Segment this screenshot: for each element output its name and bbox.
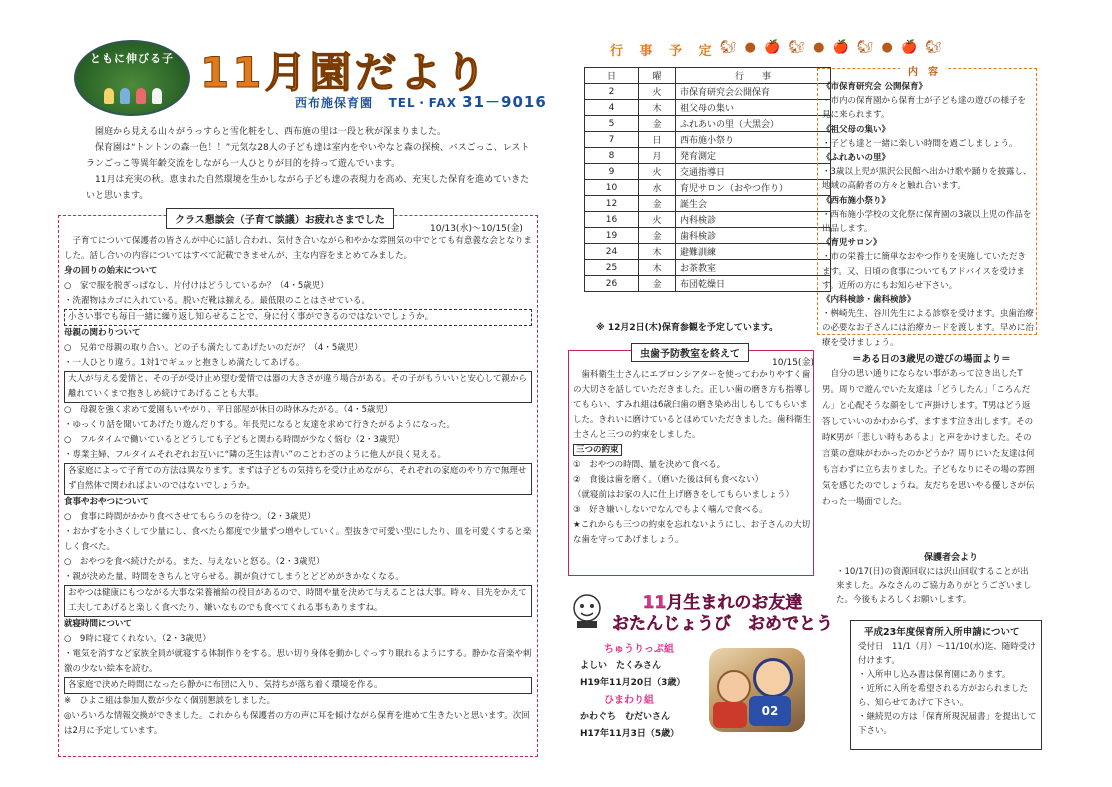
newsletter-title: 11月園だより — [200, 48, 490, 97]
comment-box: 各家庭によって子育ての方法は異なります。まずは子どもの気持ちを受け止めながら、それぞれの家庭のやり方で無理せず自然体で関わればよいのではないでしょうか。 — [64, 463, 532, 495]
note: ◎いろいろな情報交換ができました。これからも保護者の方の声に耳を傾けながら保育を進めて生きたいと思います。次回は2月に予定しています。 — [64, 711, 530, 736]
contents-text: ・西布施小学校の文化祭に保育園の3歳以上児の作品を出品します。 — [822, 209, 1032, 235]
schedule-weekday: 日 — [639, 132, 676, 148]
application-line: ・入所申し込み書は保育園にあります。 — [858, 670, 1011, 680]
schedule-weekday: 金 — [639, 116, 676, 132]
schedule-event: 市保育研究会公開保育 — [676, 84, 831, 100]
lead-text: 子育てについて保護者の皆さんが中心に話し合われ、気付き合いながら和やかな雰囲気の中でとても有意義な会となりました。話し合いの内容についてはすべて記載できませんが、主な内容をまとめてみました。 — [64, 236, 532, 261]
play-scene-title: ＝ある日の3歳児の遊びの場面より＝ — [852, 354, 1011, 365]
schedule-title: 行 事 予 定 — [610, 44, 718, 59]
dental-class-body — [573, 368, 811, 548]
heading: 母親の関わりついて — [64, 328, 141, 338]
application-line: ・近所に入所を希望される方がおられましたら、知らせてあげて下さい。 — [858, 684, 1029, 708]
school-name: 西布施保育園 — [295, 96, 374, 110]
schedule-event: 避難訓練 — [676, 244, 831, 260]
contents-heading: 《市保育研究会 公開保育》 — [822, 82, 927, 92]
table-row — [585, 228, 831, 244]
intro-paragraph: 園庭から見える山々がうっすらと雪化粧をし、西布施の里は一段と秋が深まりました。 — [95, 127, 447, 137]
comment-box: 小さい事でも毎日一緒に繰り返し知らせることで、身に付く事ができるのではないでしょうか。 — [64, 309, 532, 326]
intro-text — [86, 124, 534, 204]
schedule-weekday: 火 — [639, 164, 676, 180]
contents-heading: 《祖父母の集い》 — [822, 124, 891, 135]
class-name: ひまわり組 — [604, 695, 654, 706]
class-name: ちゅうりっぷ組 — [604, 644, 674, 655]
schedule-day: 24 — [585, 244, 639, 260]
logo-text: ともに伸びる子 — [90, 52, 174, 65]
school-logo — [74, 40, 190, 116]
schedule-weekday: 金 — [639, 196, 676, 212]
child-birthday: H19年11月20日（3歳） — [580, 678, 686, 688]
contents-heading: 《内科検診・歯科検診》 — [822, 295, 916, 306]
table-row — [585, 196, 831, 212]
contents-heading: 《ふれあいの里》 — [822, 153, 891, 164]
dental-class-title: 虫歯予防教室を終えて — [631, 343, 749, 362]
promise-item: ★これからも三つの約束を忘れないようにし、お子さんの大切な歯を守ってあげましょう。 — [573, 520, 811, 545]
heading: 就寝時間について — [64, 619, 132, 629]
comment-box: 大人が与える愛情と、その子が受け止め望む愛情では器の大きさが違う場合がある。その子がもういいと安心して親から離れていくまで抱きしめ続けてあげることも大事。 — [64, 371, 532, 403]
schedule-weekday: 木 — [639, 244, 676, 260]
note: ※ ひよこ組は参加人数が少なく個別懇談をしました。 — [64, 696, 276, 706]
header-weekday: 曜 — [639, 68, 676, 84]
schedule-weekday: 火 — [639, 84, 676, 100]
schedule-event: ふれあいの里（大黒会） — [676, 116, 831, 132]
schedule-day: 10 — [585, 180, 639, 196]
table-row — [585, 244, 831, 260]
dental-text: 歯科衛生士さんにエプロンシアターを使ってわかりやすく歯の大切さを話していただきました。正しい歯の磨き方も指導してもらい、すみれ組は6歳臼歯の磨き染め出しもしてもらいました。きれいに磨けているとほめていただきました。歯科衛生士さんと三つの約束をしました。 — [573, 370, 812, 440]
schedule-day: 8 — [585, 148, 639, 164]
schedule-weekday: 木 — [639, 260, 676, 276]
class-meeting-date: 10/13(水)〜10/15(金) — [430, 224, 523, 234]
header-day: 日 — [585, 68, 639, 84]
question: ○ おやつを食べ続けたがる。また、与えないと怒る。（2・3歳児） — [64, 557, 325, 567]
question: ○ 食事に時間がかかり食べさせてもらうのを待つ。（2・3歳児） — [64, 512, 316, 522]
application-line: ・継続児の方は「保育所現況届書」を提出して下さい。 — [858, 712, 1037, 736]
child-name: かわぐち むだいさん — [580, 712, 671, 722]
schedule-event: 育児サロン（おやつ作り） — [676, 180, 831, 196]
contents-body — [822, 80, 1034, 350]
table-row — [585, 164, 831, 180]
schedule-day: 26 — [585, 276, 639, 292]
table-row — [585, 276, 831, 292]
schedule-event: 祖父母の集い — [676, 100, 831, 116]
schedule-weekday: 水 — [639, 180, 676, 196]
contents-title: 内 容 — [900, 63, 946, 78]
child-birthday: H17年11月3日（5歳） — [580, 729, 680, 739]
schedule-weekday: 月 — [639, 148, 676, 164]
dental-class-date: 10/15(金) — [772, 358, 814, 368]
birthday-list — [580, 641, 685, 743]
question: ○ 母親を強く求めて愛園もいやがり、平日部屋が休日の時休みたがる。（4・5歳児） — [64, 405, 393, 415]
schedule-day: 25 — [585, 260, 639, 276]
table-row — [585, 100, 831, 116]
table-row — [585, 260, 831, 276]
comment-box: おやつは健康にもつながる大事な栄養補給の役目があるので、時間や量を決めて与えることは大事。時々、目先をかえて工夫してあげると楽しく食べたり、嫌いなものでも食べてくれる事もありますね。 — [64, 585, 532, 617]
table-row — [585, 180, 831, 196]
intro-paragraph: 保育園は“トントンの森一色！！”元気な28人の子ども達は室内をやいやなと森の探検、バスごっこ、レストランごっこ等異年齢交流をしながら一人ひとりが目的を持って遊んでいます。 — [86, 143, 530, 169]
birthday-line2: おたんじょうび おめでとう — [612, 614, 833, 634]
schedule-day: 5 — [585, 116, 639, 132]
birthday-title — [612, 593, 833, 635]
schedule-weekday: 金 — [639, 276, 676, 292]
mascot-icon — [565, 590, 609, 630]
heading: 身の回りの始末について — [64, 266, 158, 276]
schedule-day: 7 — [585, 132, 639, 148]
schedule-event: 交通指導日 — [676, 164, 831, 180]
promise-item: （就寝前はお家の人に仕上げ磨きをしてもらいましょう） — [573, 490, 795, 500]
schedule-event: 歯科検診 — [676, 228, 831, 244]
schedule-event: 布団乾燥日 — [676, 276, 831, 292]
table-row — [585, 84, 831, 100]
table-header-row — [585, 68, 831, 84]
answer: ・専業主婦、フルタイムそれぞれお互いに“隣の芝生は青い”のことわざのように他人が良く見える。 — [64, 450, 446, 460]
answer: ・洗濯物はカゴに入れている。脱いだ靴は揃える。最低限のことはさせている。 — [64, 296, 371, 306]
promise-item: ① おやつの時間、量を決めて食べる。 — [573, 460, 726, 470]
class-meeting-title: クラス懇談会（子育て談議）お疲れさまでした — [166, 208, 394, 229]
question: ○ 9時に寝てくれない。（2・3歳児） — [64, 634, 211, 644]
application-line: 受付日 11/1（月）〜11/10(水)迄、随時受け付けます。 — [858, 642, 1036, 666]
table-row — [585, 132, 831, 148]
intro-paragraph: 11月は充実の秋。恵まれた自然環境を生かしながら子ども達の表現力を高め、充実した保育を進めていきたいと思います。 — [86, 175, 530, 201]
schedule-day: 4 — [585, 100, 639, 116]
heading: 食事やおやつについて — [64, 497, 149, 507]
schedule-day: 19 — [585, 228, 639, 244]
schedule-event: 内科検診 — [676, 212, 831, 228]
schedule-event: お茶教室 — [676, 260, 831, 276]
children-photo — [709, 648, 805, 732]
table-row — [585, 116, 831, 132]
tel-number: 31－9016 — [462, 93, 547, 111]
application-body — [858, 640, 1038, 738]
schedule-day: 9 — [585, 164, 639, 180]
contents-text: ・子ども達と一緒に楽しい時間を過ごしましょう。 — [822, 138, 1018, 149]
contents-text: ・3歳以上児が黒沢公民館へ出かけ歌や踊りを披露し、地域の高齢者の方々と触れ合います。 — [822, 167, 1032, 192]
question: ○ 家で服を脱ぎっぱなし、片付けはどうしているか？（4・5歳児） — [64, 281, 329, 291]
answer: ・一人ひとり違う。1対1でギュッと抱きしめ満たしてあげる。 — [64, 358, 305, 368]
promise-title: 三つの約束 — [573, 444, 622, 456]
answer: ・おかずを小さくして少量にし、食べたら都度で少量ずつ増やしていく。型抜きで可愛い型にしたり、皿を可愛くすると楽しく食べた。 — [64, 527, 532, 552]
schedule-event: 発育測定 — [676, 148, 831, 164]
birthday-line1: 11月生まれのお友達 — [642, 593, 803, 613]
schedule-weekday: 金 — [639, 228, 676, 244]
parents-body: ・10/17(日)の資源回収には沢山回収することが出来ました。みなさんのご協力ありがとうございました。今後もよろしくお願いします。 — [836, 567, 1032, 605]
schedule-event: 誕生会 — [676, 196, 831, 212]
jersey-number: 02 — [749, 696, 791, 726]
schedule-weekday: 木 — [639, 100, 676, 116]
table-row — [585, 148, 831, 164]
header-event: 行 事 — [676, 68, 831, 84]
play-scene-body: 自分の思い通りにならない事があって泣き出したT男。周りで遊んでいた友達は「どうしたん」「ころんだん」と心配そうな顔をして声掛けします。T男はどう返答していいのかわからず、ますます泣き出します。その時K男が「悲しい時もあるよ」と声をかけました。その言葉の意味がわかったのかどうか？周りにいた友達は何も言わずに立ち去りました。子どもなりにその場の雰囲気を感じたのでしょうね。友だちを思いやる優しさが伝わった一場面でした。 — [822, 369, 1035, 507]
schedule-day: 16 — [585, 212, 639, 228]
comment-box: 各家庭で決めた時間になったら静かに布団に入り、気持ちが落ち着く環境を作る。 — [64, 677, 532, 694]
table-row — [585, 212, 831, 228]
child-name: よしい たくみさん — [580, 661, 662, 671]
class-meeting-body — [64, 234, 532, 739]
question: ○ フルタイムで働いているとどうしても子どもと関わる時間が少なく悩む（2・3歳児） — [64, 435, 405, 445]
contents-heading: 《西布施小祭り》 — [822, 195, 891, 206]
schedule-note: ※ 12月2日(木)保育参観を予定しています。 — [596, 323, 779, 333]
schedule-table — [584, 67, 831, 292]
answer: ・親が決めた量、時間をきちんと守らせる。親が負けてしまうとどどめがきかなくなる。 — [64, 572, 404, 582]
promise-item: ② 食後は歯を磨く。（磨いた後は何も食べない） — [573, 475, 764, 485]
tel-label: TEL・FAX — [388, 96, 457, 110]
answer: ・電気を消すなど家族全員が就寝する体制作りをする。思い切り身体を動かしぐっすり眠れるようにする。静かな音楽や刺激の少ない絵本を読む。 — [64, 649, 532, 674]
contents-heading: 《育児サロン》 — [822, 238, 882, 249]
parents-title: 保護者会より — [924, 553, 979, 563]
contents-text: ・桝崎先生、谷川先生による診察を受けます。虫歯治療の必要なお子さんには治療カードを渡します。早めに治療を受けましょう。 — [822, 309, 1034, 348]
answer: ・ゆっくり話を聞いてあげたり遊んだりする。年長児になると友達を求めて行きたがるようになった。 — [64, 420, 455, 430]
squirrel-decoration: 🐿 ● 🍎 🐿 ● 🍎 🐿 ● 🍎 🐿 — [720, 40, 944, 55]
schedule-weekday: 火 — [639, 212, 676, 228]
contents-text: ・市内の保育園から保育士が子ども達の遊びの様子を見に来られます。 — [822, 96, 1027, 121]
school-contact — [295, 91, 547, 112]
schedule-event: 西布施小祭り — [676, 132, 831, 148]
promise-item: ③ 好き嫌いしないでなんでもよく噛んで食べる。 — [573, 505, 768, 515]
schedule-day: 12 — [585, 196, 639, 212]
contents-text: ・市の栄養士に簡単なおやつ作りを実施していただきます。又、日頃の食事についてもアドバイスを受けます。近所の方にもお知らせ下さい。 — [822, 252, 1027, 291]
schedule-day: 2 — [585, 84, 639, 100]
question: ○ 兄弟で母親の取り合い。どの子も満たしてあげたいのだが？（4・5歳児） — [64, 343, 363, 353]
application-title: 平成23年度保育所入所申請について — [864, 627, 1020, 638]
